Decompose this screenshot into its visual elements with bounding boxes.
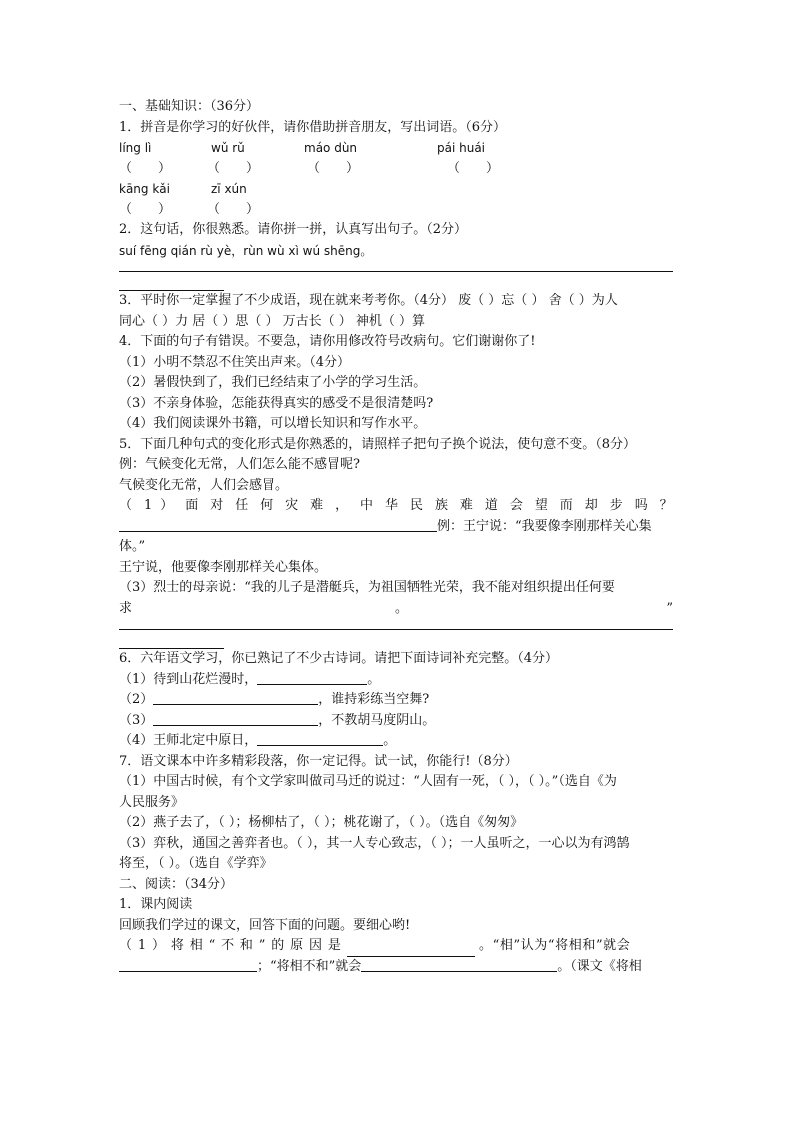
char: ，: [335, 498, 352, 513]
poem-text: 待到山花烂漫时，: [153, 671, 258, 687]
q6-item: [119, 690, 673, 711]
char: ”: [258, 938, 266, 953]
char: 吗: [634, 498, 652, 513]
q2-pinyin: suí fēng qián rù yè，rùn wù xì wú shēng。: [119, 243, 373, 258]
char: 因: [309, 938, 323, 953]
item-number: （2）: [119, 692, 154, 707]
item-number: （1）: [119, 671, 154, 687]
q5-example2: 例：王宁说：“我要像李刚那样关心集: [437, 518, 652, 534]
pinyin-word: kāng kǎi: [119, 182, 170, 196]
q1-answer-row1: [119, 159, 673, 180]
q2-prompt: 2．这句话，你很熟悉。请你拼一拼，认真写出句子。（2分）: [119, 222, 468, 237]
char: 步: [609, 498, 627, 513]
answer-blank[interactable]: [119, 957, 257, 972]
q5-item3: （3）烈士的母亲说：“我的儿子是潜艇兵，为祖国牺牲光荣，我不能对组织提出任何要: [119, 580, 615, 595]
answer-blank[interactable]: [347, 942, 475, 957]
char: 的: [271, 938, 285, 953]
q6-item: [119, 711, 673, 732]
pinyin-word: máo dùn: [304, 141, 358, 155]
char: 不: [221, 938, 235, 953]
char: 难: [310, 498, 328, 513]
char: 中: [360, 498, 377, 513]
pinyin-word: wǔ rǔ: [211, 141, 245, 155]
reading-q1-line2-end: 。（课文《将相: [557, 958, 642, 974]
q1-pinyin-row2: [119, 179, 673, 200]
q3-line1: 3．平时你一定掌握了不少成语，现在就来考考你。（4分） 废（ ）忘（ ） 舍（ ）为人: [119, 293, 618, 308]
char: 是: [327, 938, 341, 953]
q4-item: （4）我们阅读课外书籍，可以增长知识和写作水平。: [119, 416, 427, 431]
q5-example2-cont: 体。”: [119, 539, 146, 554]
q6-item: [119, 670, 673, 691]
char: 而: [559, 498, 577, 513]
char: 华: [385, 498, 402, 513]
q1-prompt: 1．拼音是你学习的好伙伴，请你借助拼音朋友，写出词语。（6分）: [119, 119, 507, 135]
section2-intro: 回顾我们学过的课文，回答下面的问题。要细心哟!: [119, 917, 411, 933]
poem-text: ，谁持彩练当空舞?: [318, 692, 430, 707]
reading-q1-mid: 。“相”认为“将相和”就会: [479, 938, 631, 953]
answer-line[interactable]: [119, 261, 673, 272]
answer-line[interactable]: [119, 619, 673, 630]
char: 将: [170, 938, 184, 953]
answer-paren[interactable]: （ ）: [207, 201, 260, 217]
q4-item: （3）不亲身体验，怎能获得真实的感受不是很清楚吗?: [119, 395, 434, 411]
char: 会: [509, 498, 527, 513]
char: 难: [459, 498, 477, 513]
char: 对: [210, 498, 228, 513]
q4-item: （2）暑假快到了，我们已经结束了小学的学习生活。: [119, 375, 427, 390]
q5-item1: [119, 496, 673, 517]
q7-item1-cont: 人民服务》: [119, 794, 185, 810]
q7-item3-cont: 将至，（ ）。（选自《学弈》: [119, 856, 273, 871]
char: 1: [137, 938, 147, 953]
char: 民: [409, 498, 427, 513]
char: ）: [151, 938, 165, 953]
poem-text: 王师北定中原日，: [153, 733, 258, 748]
answer-line-short[interactable]: [119, 272, 224, 291]
reading-q1-lead: [119, 936, 341, 957]
q5-item3-period: 。: [395, 600, 409, 616]
reading-q1-line2-mid: ；“将相不和”就会: [257, 958, 362, 974]
answer-line-short[interactable]: [119, 630, 224, 649]
q7-item3: （3）弈秋，通国之善弈者也。（ ），其一人专心致志，（ ）；一人虽听之，一心以为有鸿鹄: [119, 835, 630, 851]
char: 和: [239, 938, 253, 953]
q6-prompt: 6．六年语文学习，你已熟记了不少古诗词。请把下面诗词补充完整。（4分）: [119, 651, 559, 666]
q5-example1-answer: 气候变化无常，人们会感冒。: [119, 477, 289, 493]
char: 任: [235, 498, 253, 513]
answer-paren[interactable]: （ ）: [119, 201, 172, 217]
pinyin-word: zī xún: [211, 182, 247, 196]
q7-prompt: 7．语文课本中许多精彩段落，你一定记得。试一试，你能行!（8分）: [119, 753, 518, 769]
q1-pinyin-row1: [119, 138, 673, 159]
poem-text: 。: [383, 733, 397, 748]
poem-text: ，不教胡马度阴山。: [318, 712, 436, 728]
char: ）: [160, 498, 178, 513]
answer-blank[interactable]: [257, 731, 383, 746]
char: 原: [290, 938, 304, 953]
poem-text: 。: [367, 671, 381, 687]
char: （: [119, 498, 136, 513]
answer-blank[interactable]: [153, 711, 318, 726]
section1-heading: 一、基础知识：（36分）: [119, 99, 260, 114]
q4-item: （1）小明不禁忍不住笑出声来。（4分）: [119, 354, 351, 370]
q3-line2: 同心（ ）力 居（ ）思（ ） 万古长（ ） 神机（ ）算: [119, 313, 426, 329]
q5-item3-text: 求: [119, 600, 133, 616]
char: 灾: [285, 498, 303, 513]
char: 道: [484, 498, 502, 513]
item-number: （3）: [119, 712, 154, 728]
q5-example1: 例：气候变化无常，人们怎么能不感冒呢?: [119, 457, 360, 472]
char: 1: [143, 498, 153, 513]
answer-blank[interactable]: [361, 957, 557, 972]
q7-item1: （1）中国古时候，有个文学家叫做司马迁的说过：“人固有一死，（ ），（ ）。”（选自《为: [119, 774, 617, 789]
reading-q1-line2: [119, 957, 673, 978]
q5-item3-cont: [119, 599, 673, 620]
answer-paren[interactable]: （ ）: [447, 160, 500, 176]
q5-example2-answer: 王宁说，他要像李刚那样关心集体。: [119, 559, 328, 575]
char: 族: [434, 498, 452, 513]
char: ？: [659, 498, 673, 513]
answer-paren[interactable]: （ ）: [207, 160, 260, 176]
pinyin-word: líng lì: [119, 141, 152, 155]
q5-item3-quote: ”: [666, 600, 673, 616]
q4-prompt: 4．下面的句子有错误。不要急，请你用修改符号改病句。它们谢谢你了!: [119, 334, 536, 349]
section2-sub1: 1．课内阅读: [119, 897, 193, 912]
char: 何: [260, 498, 278, 513]
answer-blank[interactable]: [119, 517, 437, 532]
char: 望: [534, 498, 552, 513]
answer-paren[interactable]: （ ）: [307, 160, 360, 176]
char: 相: [189, 938, 203, 953]
char: “: [208, 938, 216, 953]
section2-heading: 二、阅读：（34分）: [119, 876, 234, 892]
q1-answer-row2: [119, 200, 673, 221]
answer-blank[interactable]: [257, 670, 367, 685]
pinyin-word: pái huái: [437, 141, 486, 155]
char: 却: [584, 498, 602, 513]
char: 面: [185, 498, 203, 513]
char: （: [119, 938, 133, 953]
answer-blank[interactable]: [153, 690, 318, 705]
q5-prompt: 5．下面几种句式的变化形式是你熟悉的，请照样子把句子换个说法，使句意不变。（8分）: [119, 436, 637, 452]
answer-paren[interactable]: （ ）: [119, 160, 172, 176]
q7-item2: （2）燕子去了，（ ）；杨柳枯了，（ ）；桃花谢了，（ ）。（选自《匆匆》: [119, 815, 524, 830]
item-number: （4）: [119, 733, 154, 748]
q5-item1-answer-line: [119, 517, 673, 538]
exam-content: [119, 97, 673, 977]
reading-q1: [119, 936, 673, 957]
q6-item: [119, 731, 673, 752]
